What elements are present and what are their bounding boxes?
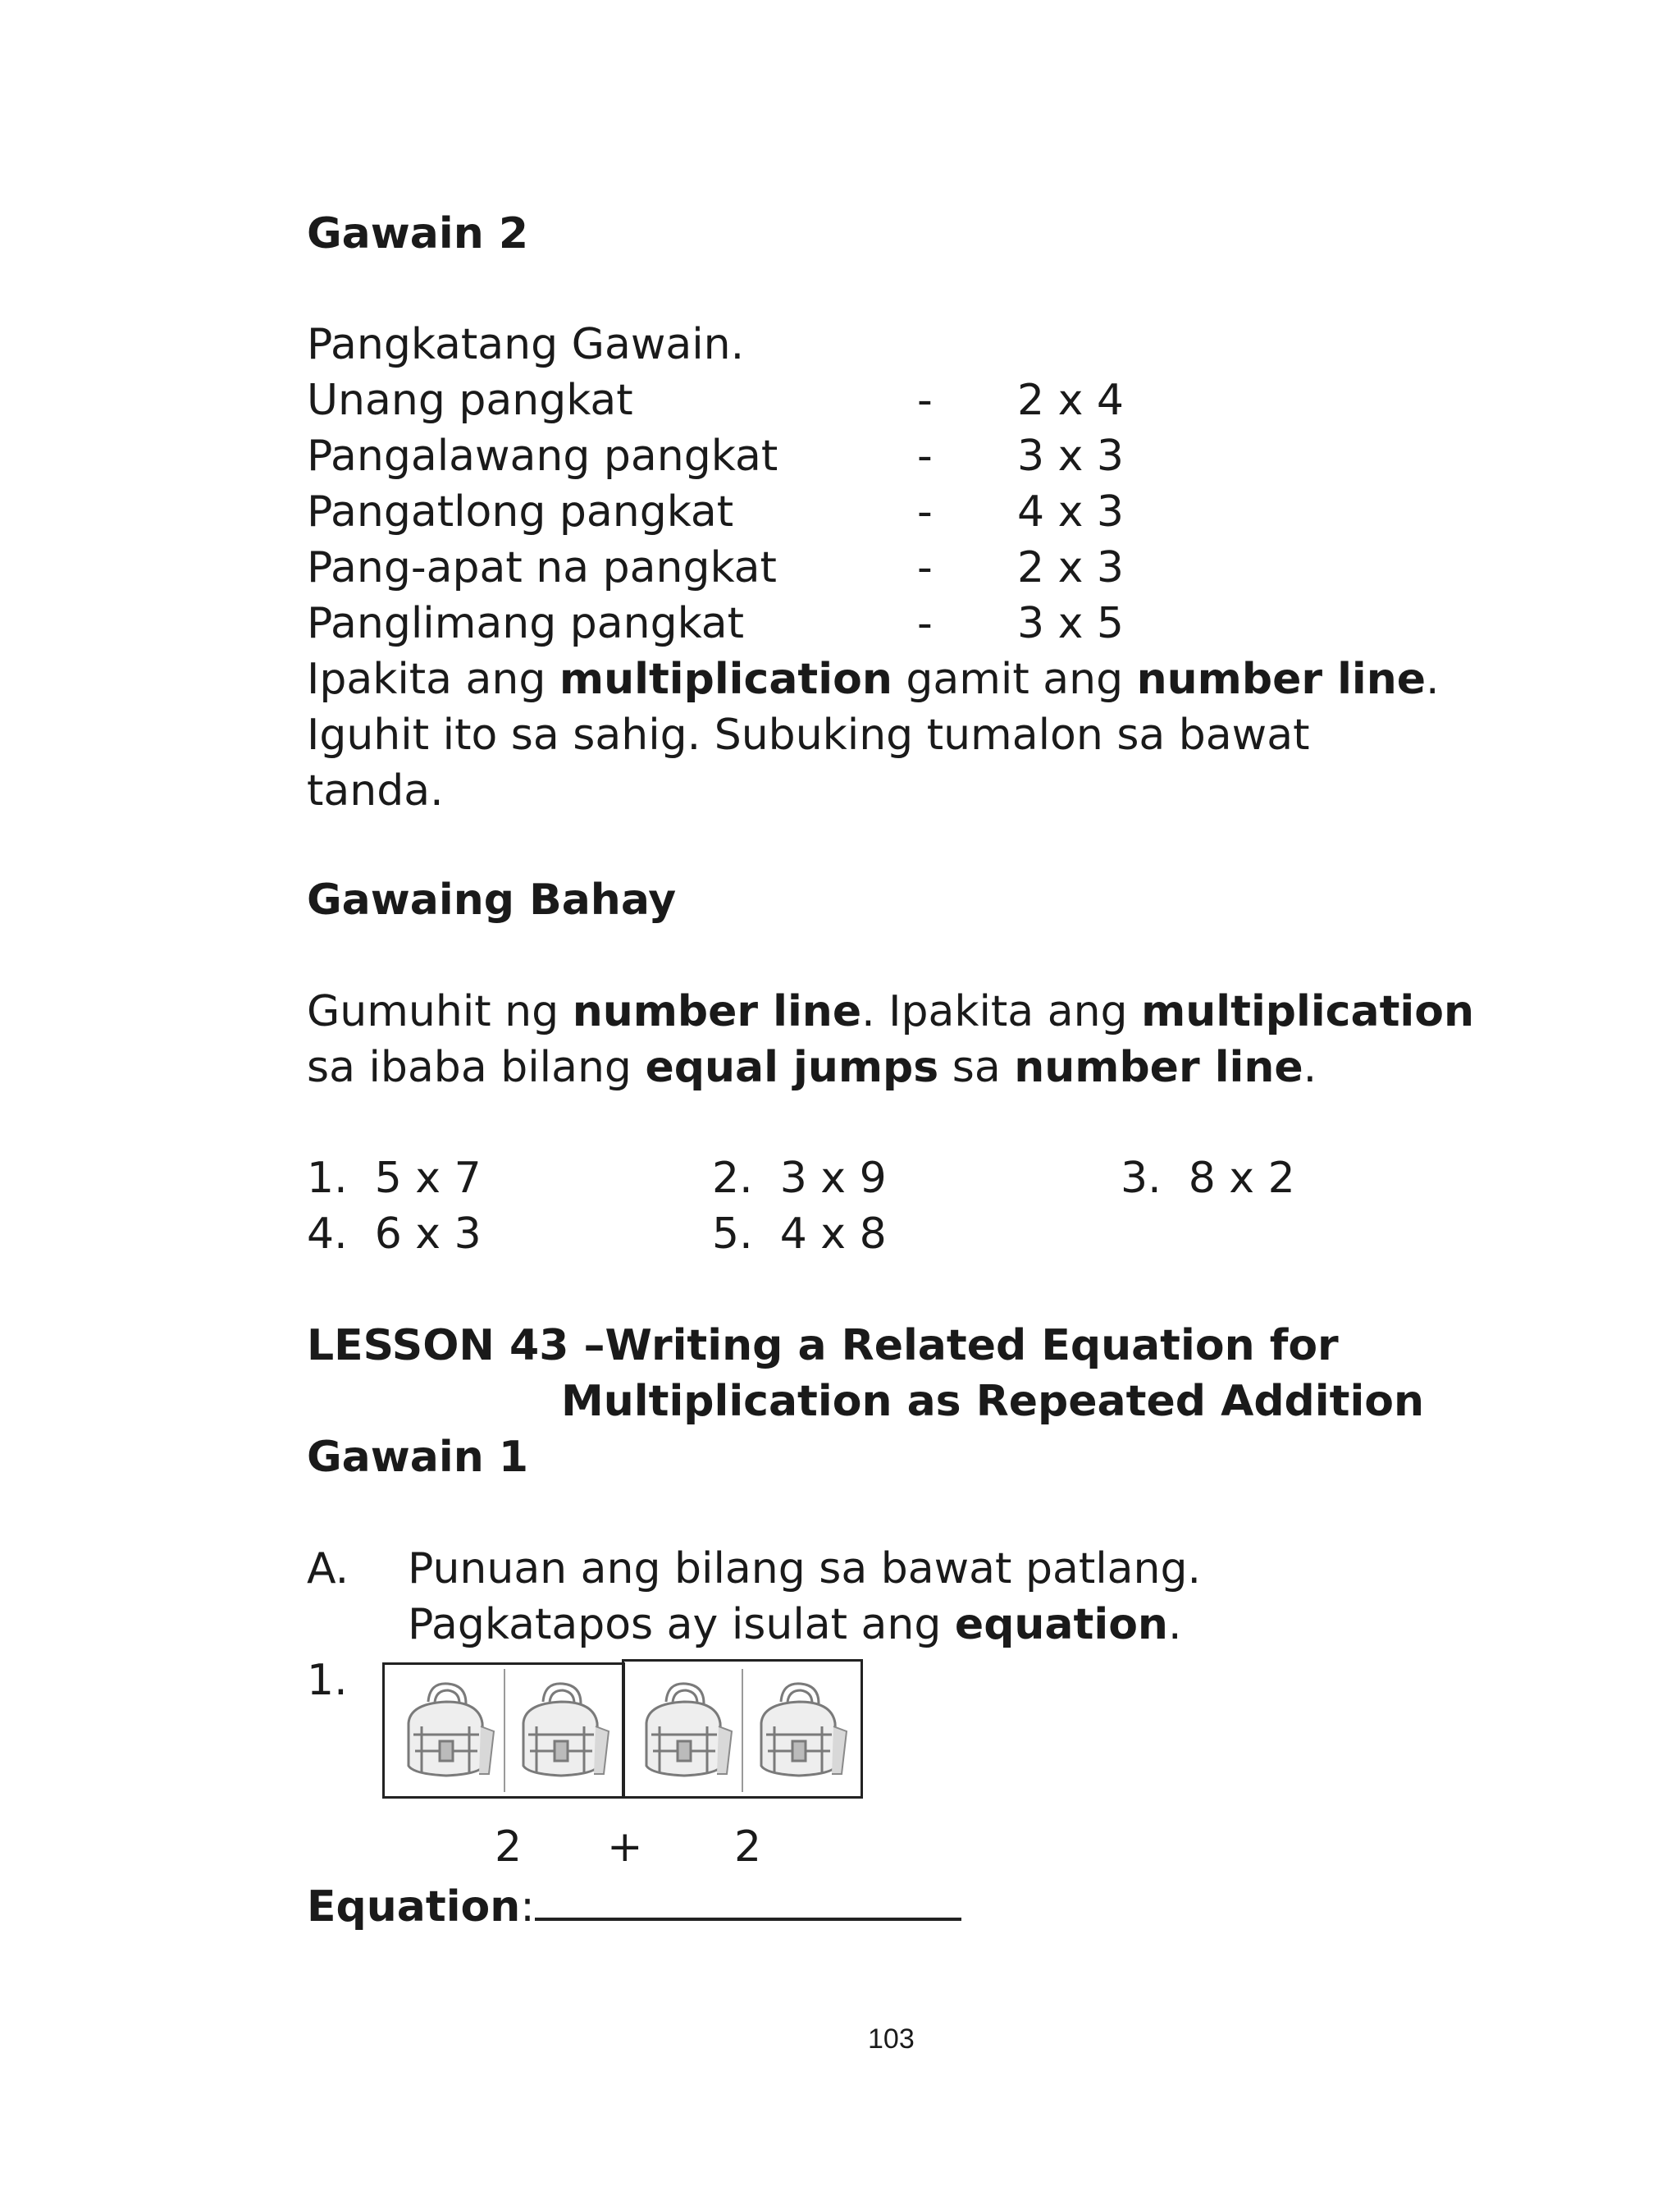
group-name: Pangalawang pangkat [307,432,778,481]
frame-divider [504,1669,505,1792]
gawaing-bahay-title: Gawaing Bahay [307,876,677,925]
group-name: Panglimang pangkat [307,599,745,648]
group-name: Pangatlong pangkat [307,487,734,537]
equation-label: Equation [307,1882,521,1932]
addend-1: 2 [495,1822,523,1872]
list-item: 5. 4 x 8 [712,1209,887,1259]
group-expr: 2 x 3 [1017,543,1124,592]
backpack-icon [635,1677,733,1784]
group-expr: 4 x 3 [1017,487,1124,537]
part-a-line-1: Punuan ang bilang sa bawat patlang. [408,1544,1202,1593]
homework-line-2: sa ibaba bilang equal jumps sa number line. [307,1043,1317,1092]
group-dash: - [917,432,933,481]
gawain2-title: Gawain 2 [307,209,529,258]
instruction-line-3: tanda. [307,766,444,816]
plus-sign: + [607,1822,643,1872]
group-name: Unang pangkat [307,376,633,425]
addend-2: 2 [734,1822,762,1872]
part-a-line-2: Pagkatapos ay isulat ang equation. [408,1600,1182,1649]
gawain2-intro: Pangkatang Gawain. [307,320,745,369]
group-expr: 3 x 3 [1017,432,1124,481]
group-expr: 3 x 5 [1017,599,1124,648]
frame-divider [742,1669,743,1792]
backpack-icon [512,1677,610,1784]
group-dash: - [917,487,933,537]
list-item: 4. 6 x 3 [307,1209,482,1259]
list-item: 1. 5 x 7 [307,1154,482,1203]
gawain1-title: Gawain 1 [307,1433,529,1482]
homework-line-1: Gumuhit ng number line. Ipakita ang multiplication [307,987,1474,1036]
equation-line: Equation: [307,1881,961,1928]
list-item: 2. 3 x 9 [712,1154,887,1203]
group-name: Pang-apat na pangkat [307,543,777,592]
page-number: 103 [868,2023,915,2055]
lesson-title-line-2: Multiplication as Repeated Addition [561,1377,1425,1426]
list-item: 3. 8 x 2 [1121,1154,1295,1203]
group-dash: - [917,599,933,648]
backpack-icon [750,1677,848,1784]
part-a-label: A. [307,1544,349,1593]
lesson-title-line-1: LESSON 43 –Writing a Related Equation for [307,1321,1339,1370]
instruction-line-2: Iguhit ito sa sahig. Subuking tumalon sa bawat [307,711,1310,760]
equation-blank[interactable] [535,1881,961,1921]
backpack-icon [397,1677,495,1784]
item-number: 1. [307,1656,348,1705]
instruction-line-1: Ipakita ang multiplication gamit ang number line. [307,655,1440,704]
group-expr: 2 x 4 [1017,376,1124,425]
group-dash: - [917,543,933,592]
group-dash: - [917,376,933,425]
